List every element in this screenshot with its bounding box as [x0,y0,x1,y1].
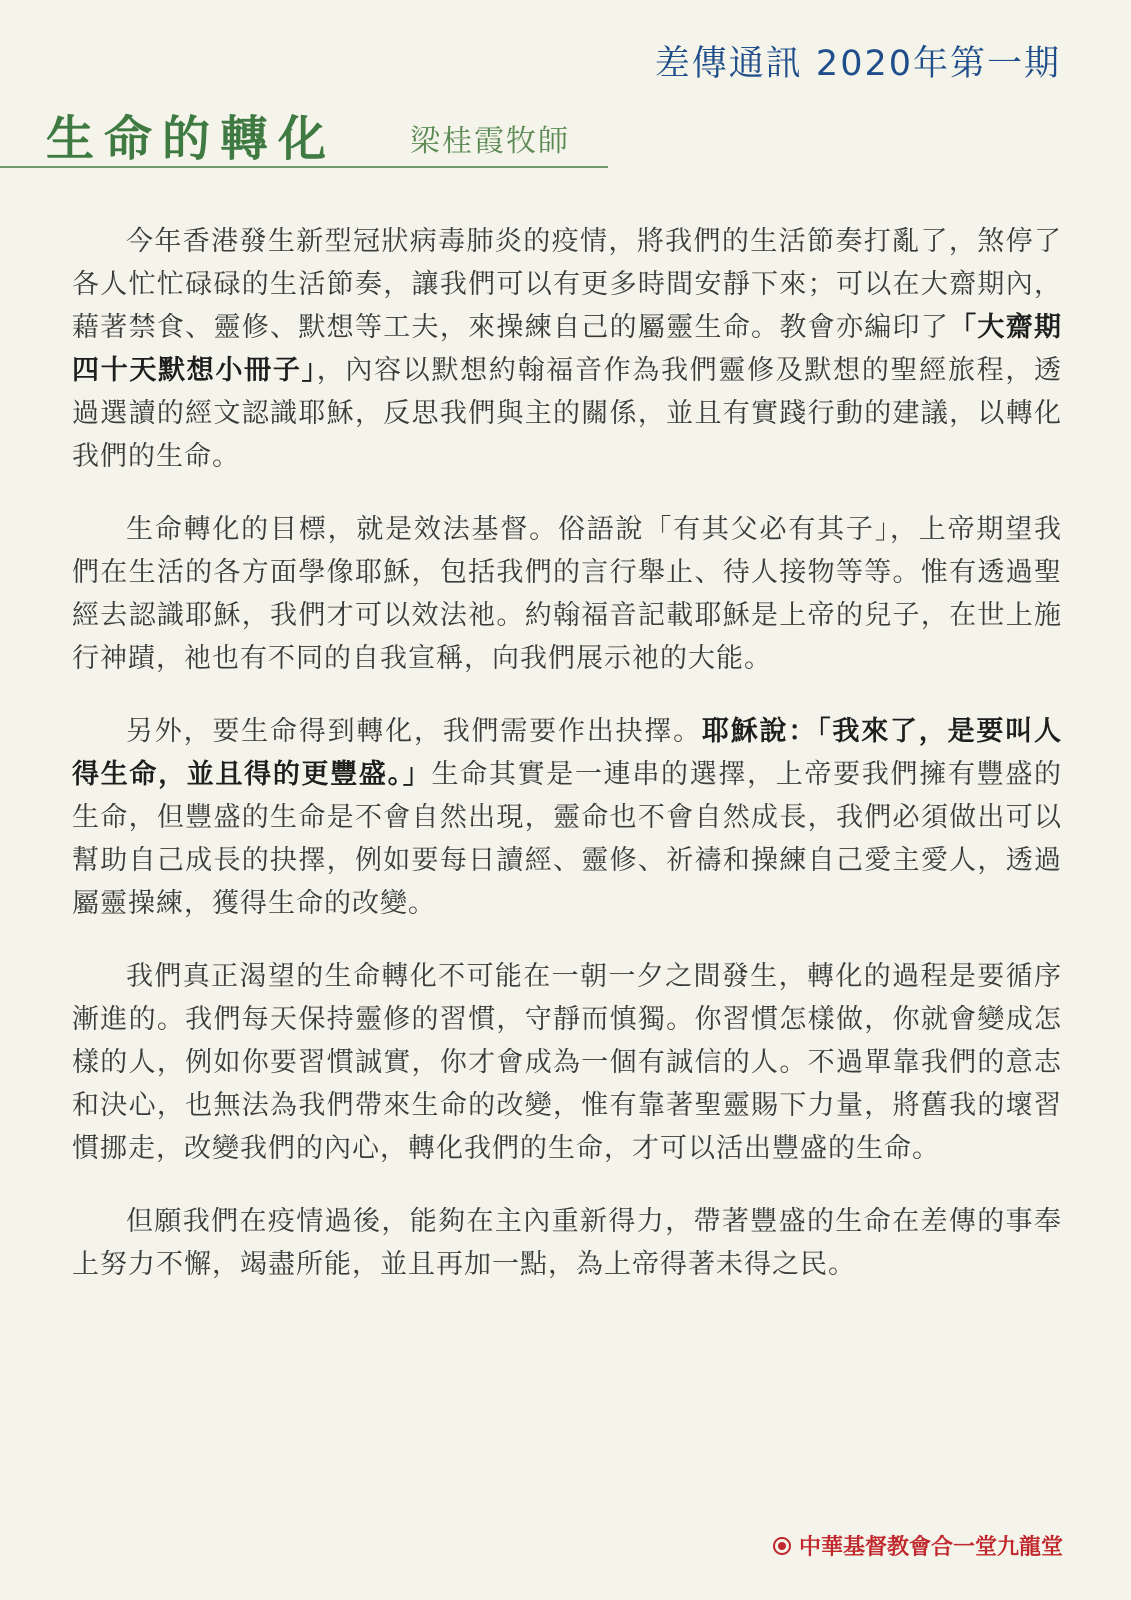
paragraph-1-text-a: 今年香港發生新型冠狀病毒肺炎的疫情，將我們的生活節奏打亂了，煞停了各人忙忙碌碌的生活節奏，讓我們可以有更多時間安靜下來；可以在大齋期內，藉著禁食、靈修、默想等工夫，來操練自己的屬靈生命。教會亦編印了 [72,226,1062,343]
paragraph-3-text-a: 另外，要生命得到轉化，我們需要作出抉擇。 [126,716,702,747]
article-author: 梁桂霞牧師 [410,124,570,159]
paragraph-2: 生命轉化的目標，就是效法基督。俗語說「有其父必有其子」，上帝期望我們在生活的各方面學像耶穌，包括我們的言行舉止、待人接物等等。惟有透過聖經去認識耶穌，我們才可以效法祂。約翰福音記載耶穌是上帝的兒子，在世上施行神蹟，祂也有不同的自我宣稱，向我們展示祂的大能。 [72,514,1062,674]
article-body [72,220,1062,1316]
paragraph-3 [72,710,1062,925]
title-block [0,100,608,168]
paragraph-4: 我們真正渴望的生命轉化不可能在一朝一夕之間發生，轉化的過程是要循序漸進的。我們每天保持靈修的習慣，守靜而慎獨。你習慣怎樣做，你就會變成怎樣的人，例如你要習慣誠實，你才會成為一個有誠信的人。不過單靠我們的意志和決心，也無法為我們帶來生命的改變，惟有靠著聖靈賜下力量，將舊我的壞習慣挪走，改變我們的內心，轉化我們的生命，才可以活出豐盛的生命。 [72,961,1062,1164]
booklet-title: 「大齋期四十天默想小冊子」 [72,312,1063,386]
church-logo-icon [773,1537,791,1555]
church-name: 中華基督教會合一堂九龍堂 [798,1535,1063,1560]
paragraph-5: 但願我們在疫情過後，能夠在主內重新得力，帶著豐盛的生命在差傳的事奉上努力不懈，竭盡所能，並且再加一點，為上帝得著未得之民。 [72,1206,1062,1280]
paragraph-1-text-c: ，內容以默想約翰福音作為我們靈修及默想的聖經旅程，透過選讀的經文認識耶穌，反思我們與主的關係，並且有實踐行動的建議，以轉化我們的生命。 [72,355,1063,472]
footer [773,1530,1063,1561]
scripture-quote: 耶穌說：「我來了，是要叫人得生命，並且得的更豐盛。」 [72,716,1062,790]
newsletter-issue: 差傳通訊 2020年第一期 [654,44,1061,84]
paragraph-1 [72,220,1062,478]
article-title: 生命的轉化 [46,111,337,167]
paragraph-3-text-c: 生命其實是一連串的選擇，上帝要我們擁有豐盛的生命，但豐盛的生命是不會自然出現，靈命也不會自然成長，我們必須做出可以幫助自己成長的抉擇，例如要每日讀經、靈修、祈禱和操練自己愛主愛人，透過屬靈操練，獲得生命的改變。 [72,759,1063,919]
